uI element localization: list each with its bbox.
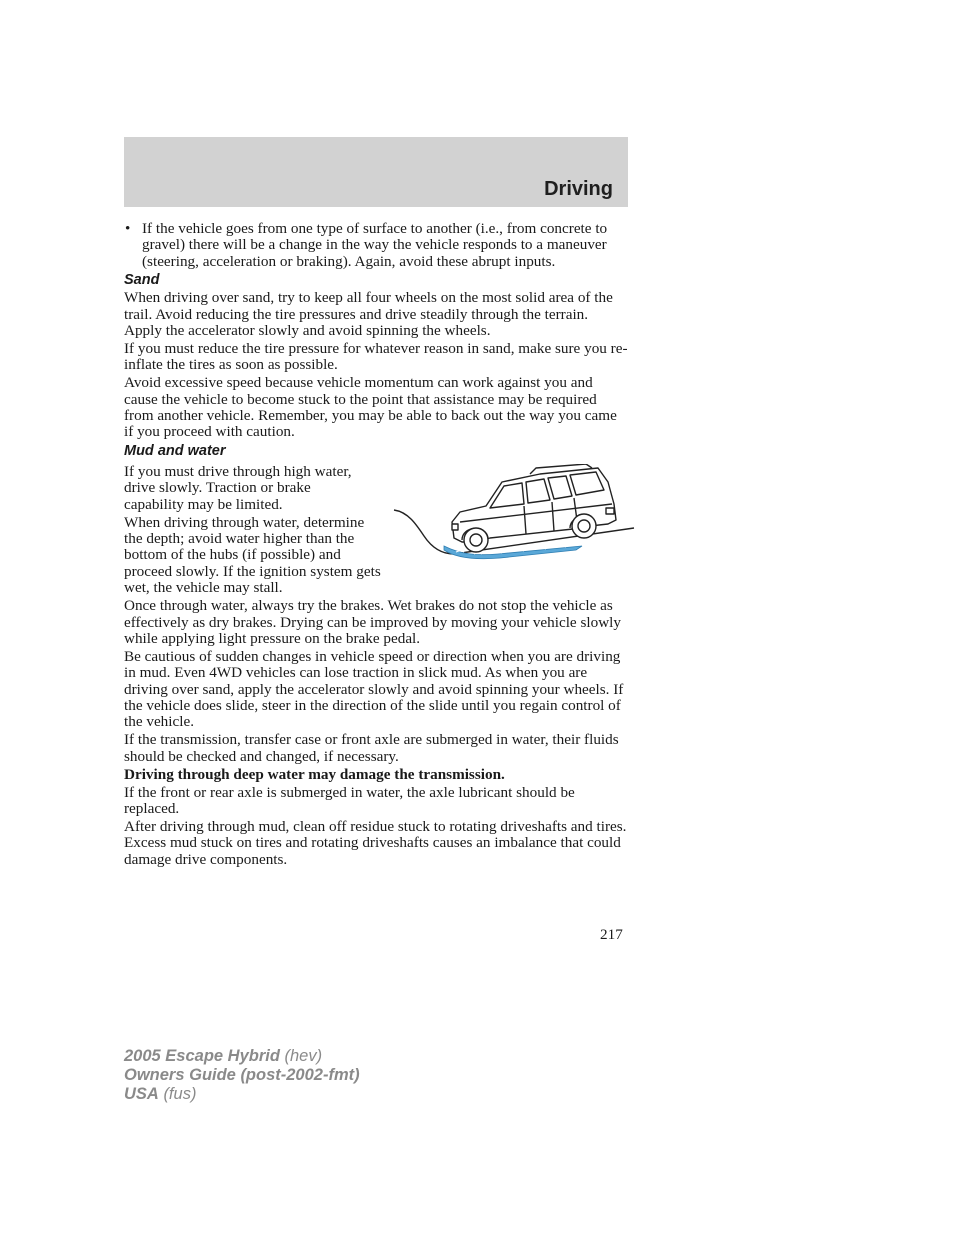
sand-heading: Sand xyxy=(124,272,160,289)
sand-paragraph: When driving over sand, try to keep all four wheels on the most solid area of the trail. Avoid reducing the tire pressures and drive steadily through the terrain. Apply the accelerator slowly and avoid spinning the wheels. xyxy=(124,289,613,340)
mud-paragraph: Be cautious of sudden changes in vehicle speed or direction when you are driving in mud. Even 4WD vehicles can lose traction in slick mud. As when you are driving over sand, apply the accelerator slowly and avoid spinning your wheels. If the vehicle does slide, steer in the direction of the slide until you regain control of the vehicle. xyxy=(124,647,624,731)
document-footer xyxy=(124,1047,360,1104)
mud-paragraph: If the front or rear axle is submerged in water, the axle lubricant should be replaced. xyxy=(124,783,575,817)
footer-line-market xyxy=(124,1085,360,1104)
mud-paragraph: When driving through water, determine the depth; avoid water higher than the bottom of the hubs (if possible) and proceed slowly. If the ignition system gets wet, the vehicle may stall. xyxy=(124,513,381,597)
section-header-band xyxy=(124,137,628,207)
sand-paragraph: If you must reduce the tire pressure for whatever reason in sand, make sure you re-inflate the tires as soon as possible. xyxy=(124,339,628,374)
footer-guide: Owners Guide (post-2002-fmt) xyxy=(124,1066,360,1084)
suv-water-illustration xyxy=(390,464,650,588)
sand-paragraph: Avoid excessive speed because vehicle momentum can work against you and cause the vehicle to become stuck to the point that assistance may be required from another vehicle. Remember, you may be able to back out the way you came if you proceed with caution. xyxy=(124,374,617,441)
footer-model: 2005 Escape Hybrid xyxy=(124,1047,280,1065)
page-number: 217 xyxy=(600,926,623,943)
section-title: Driving xyxy=(544,178,613,200)
footer-market: USA xyxy=(124,1085,159,1103)
bullet-item xyxy=(124,221,628,270)
mud-paragraph: If the transmission, transfer case or front axle are submerged in water, their fluids should be checked and changed, if necessary. xyxy=(124,731,619,765)
footer-line-guide xyxy=(124,1066,360,1085)
footer-market-code: (fus) xyxy=(163,1085,197,1103)
page-content xyxy=(124,221,628,870)
mud-paragraph: Once through water, always try the brakes. Wet brakes do not stop the vehicle as effectively as dry brakes. Drying can be improved by moving your vehicle slowly while applying light pressure on the brake pedal. xyxy=(124,597,621,647)
suv-driving-through-water-icon xyxy=(390,464,650,588)
mud-water-heading: Mud and water xyxy=(124,442,226,459)
mud-paragraph: After driving through mud, clean off residue stuck to rotating driveshafts and tires. Excess mud stuck on tires and rotating driveshafts causes an imbalance that could damage drive components. xyxy=(124,817,627,868)
deep-water-warning: Driving through deep water may damage the transmission. xyxy=(124,765,505,783)
mud-paragraph: If you must drive through high water, drive slowly. Traction or brake capability may be limited. xyxy=(124,462,352,513)
bullet-text: If the vehicle goes from one type of surface to another (i.e., from concrete to gravel) there will be a change in the way the vehicle responds to a maneuver (steering, acceleration or braking). Again, avoid these abrupt inputs. xyxy=(142,220,608,270)
footer-line-model xyxy=(124,1047,360,1066)
footer-model-code: (hev) xyxy=(284,1047,323,1065)
bullet-dot: • xyxy=(125,220,131,237)
